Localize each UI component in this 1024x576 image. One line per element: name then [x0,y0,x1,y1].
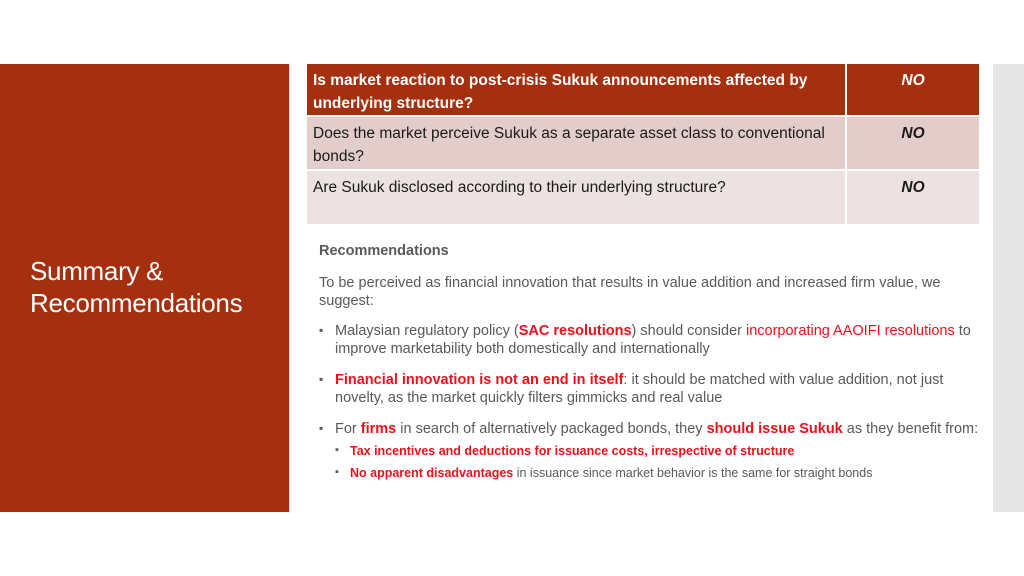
bullet-icon: ▪ [319,372,324,386]
list-item [319,322,979,358]
highlight-text: Financial innovation is not an end in itself [335,372,624,388]
recommendations-section [319,242,979,495]
highlight-text: Tax incentives and deductions for issuance costs, irrespective of structure [350,444,795,458]
text-run: For [335,421,361,437]
list-item [335,464,979,482]
table-row [307,170,979,224]
right-margin-strip [993,64,1024,512]
highlight-text: should issue Sukuk [706,421,843,437]
question-cell: Are Sukuk disclosed according to their underlying structure? [307,170,846,224]
bullet-icon: ▪ [319,323,324,337]
list-item [319,371,979,407]
answer-cell: NO [846,116,979,170]
list-item [319,420,979,482]
findings-table [307,64,979,224]
bullet-icon: ▪ [319,421,324,435]
text-run: in search of alternatively packaged bonds, they [396,421,707,437]
highlight-text: No apparent disadvantages [350,466,514,480]
text-run: to improve marketability both domestically and internationally [335,323,971,357]
highlight-text: firms [360,421,397,437]
text-run: Malaysian regulatory policy ( [335,323,519,339]
recommendation-list [319,322,979,482]
question-cell: Does the market perceive Sukuk as a separate asset class to conventional bonds? [307,116,846,170]
table-row [307,64,979,116]
recommendations-heading: Recommendations [319,243,449,259]
table-row [307,116,979,170]
bullet-icon: ▪ [335,444,339,456]
text-run: : it should be matched with value addition, not just novelty, as the market quickly filters gimmicks and real value [335,372,944,406]
question-cell: Is market reaction to post-crisis Sukuk announcements affected by underlying structure? [307,64,846,116]
text-run: as they benefit from: [842,421,979,437]
answer-cell: NO [846,64,979,116]
slide-title: Summary & Recommendations [30,256,243,318]
list-item [335,442,979,460]
sub-list [335,442,979,482]
answer-cell: NO [846,170,979,224]
highlight-text: incorporating AAOIFI resolutions [746,323,955,339]
text-run: ) should consider [631,323,746,339]
text-run: in issuance since market behavior is the same for straight bonds [513,466,873,480]
recommendations-intro: To be perceived as financial innovation that results in value addition and increased firm value, we suggest: [319,275,941,309]
highlight-text: SAC resolutions [518,323,632,339]
bullet-icon: ▪ [335,466,339,478]
